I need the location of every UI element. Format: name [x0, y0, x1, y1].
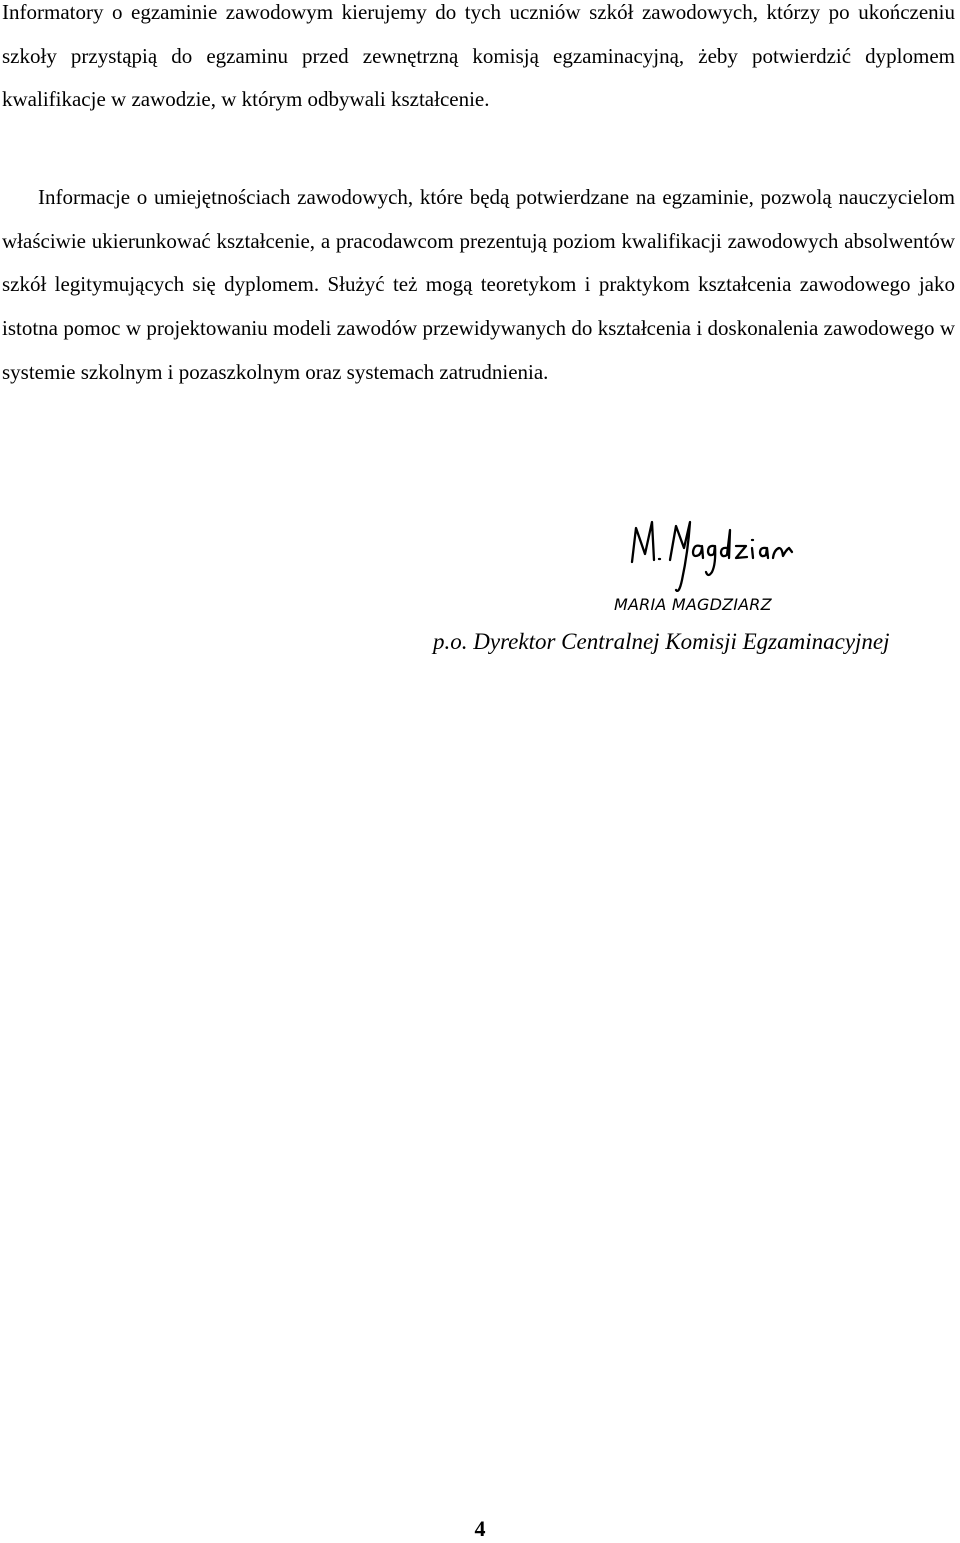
signer-title: p.o. Dyrektor Centralnej Komisji Egzaminacyjnej — [433, 629, 890, 654]
signer-name: MARIA MAGDZIARZ — [614, 595, 772, 614]
paragraph-2: Informacje o umiejętnościach zawodowych, które będą potwierdzane na egzaminie, pozwolą nauczycielom właściwie ukierunkować kształcenie, a pracodawcom prezentują poziom kwalifikacji zawodowych absolwentów szkół legitymujących się dyplomem. Służyć też mogą teoretykom i praktykom kształcenia zawodowego jako istotna pomoc w projektowaniu modeli zawodów przewidywanych do kształcenia i doskonalenia zawodowego w systemie szkolnym i pozaszkolnym oraz systemach zatrudnienia. — [2, 185, 955, 384]
paragraph-1: Informatory o egzaminie zawodowym kierujemy do tych uczniów szkół zawodowych, którzy po ukończeniu szkoły przystąpią do egzaminu przed zewnętrzną komisją egzaminacyjną, żeby potwierdzić dyplomem kwalifikacje w zawodzie, w którym odbywali kształcenie. — [2, 0, 955, 112]
page-number: 4 — [474, 1516, 486, 1541]
handwritten-signature — [626, 512, 796, 596]
